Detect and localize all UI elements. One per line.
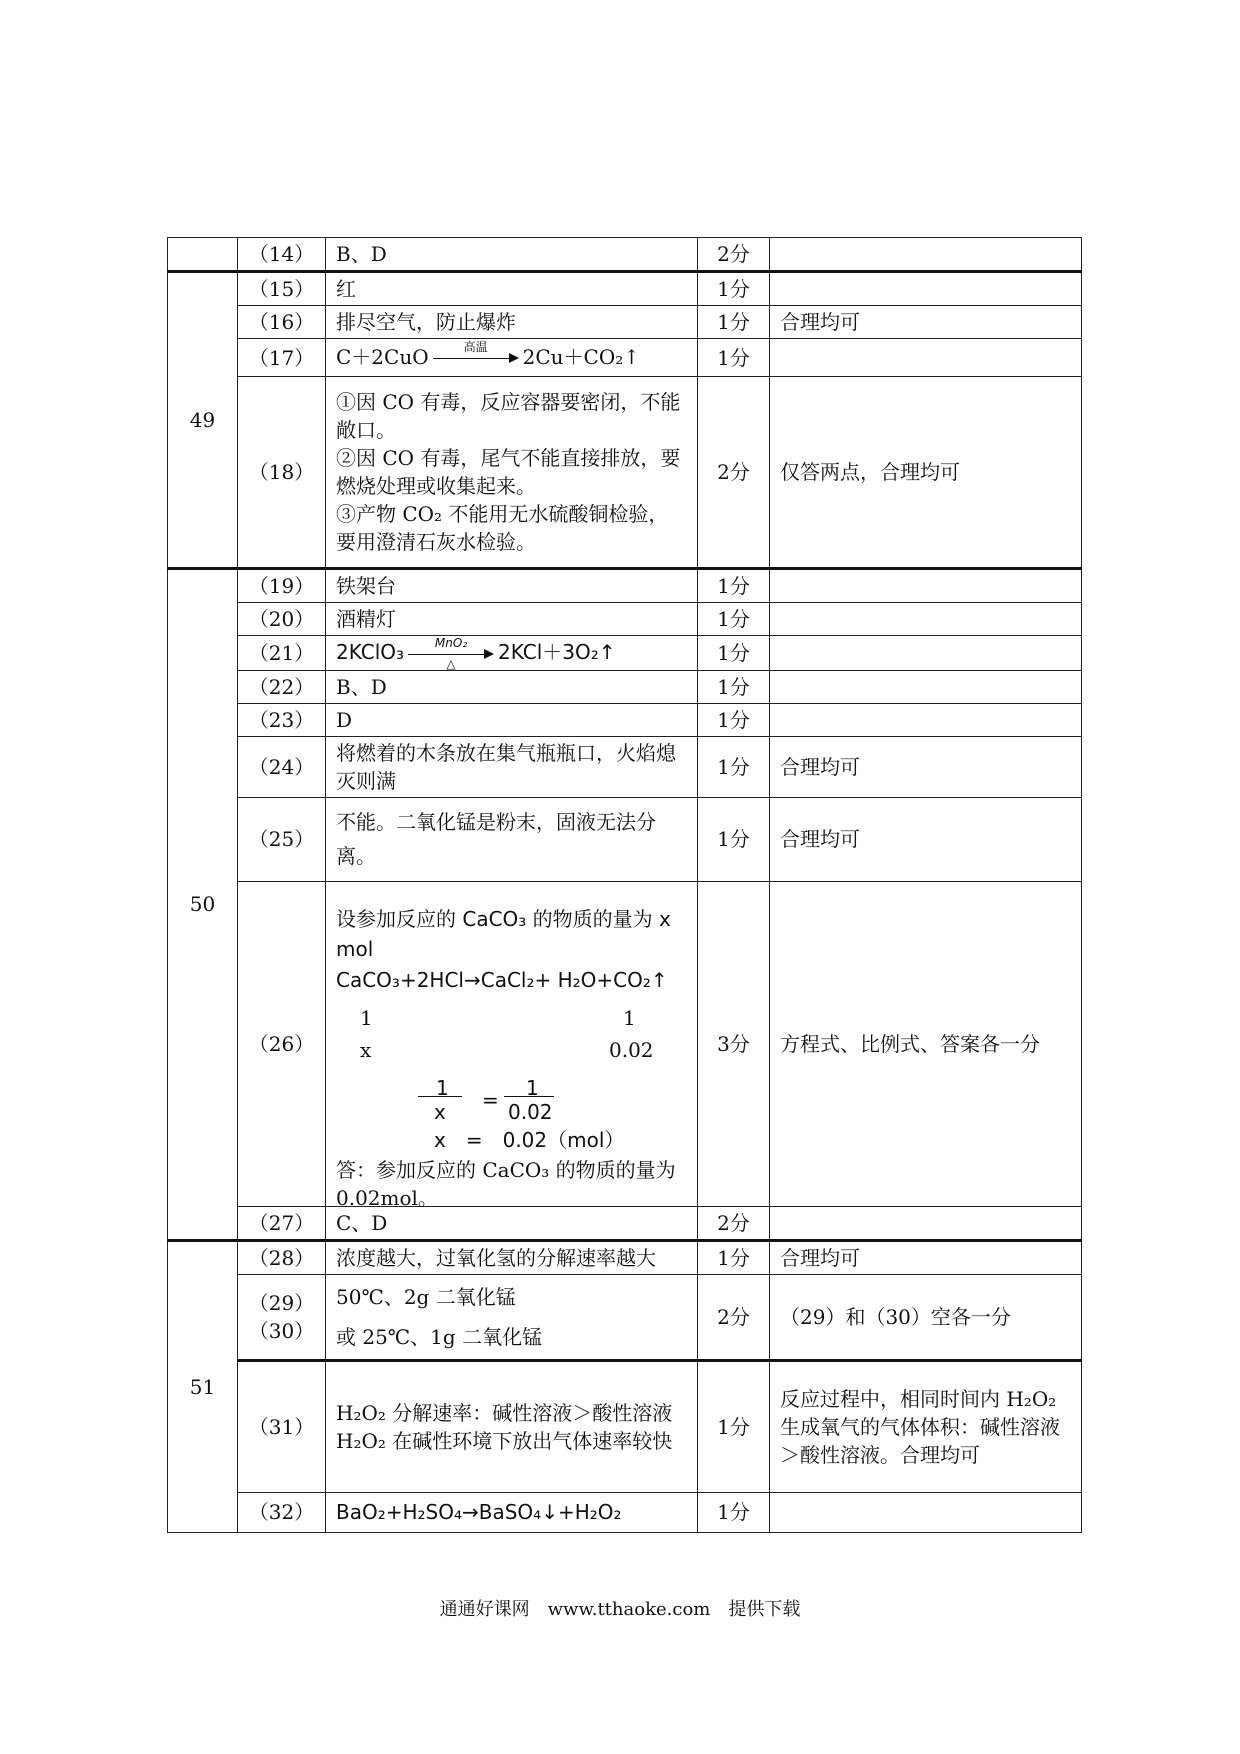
table-row [168,603,1082,636]
equation-reactants: 2KClO₃ [336,640,405,664]
table-row [168,1360,1082,1492]
table-row [168,238,1082,272]
answer-line: H₂O₂ 分解速率：碱性溶液＞酸性溶液 [336,1400,673,1425]
blank-number: （31） [238,1360,326,1492]
ratio-left-top: 1 [360,1005,373,1030]
answer-line: ③产物 CO₂ 不能用无水硫酸铜检验，要用澄清石灰水检验。 [336,502,669,554]
fraction-bar [504,1096,554,1097]
reaction-heat: △ [446,656,456,671]
note-cell [770,1206,1082,1240]
blank-number: （17） [238,339,326,377]
answer-cell [326,1360,698,1492]
equation-cell [326,339,698,377]
note-cell [770,569,1082,603]
score-cell: 1分 [698,1492,770,1532]
blank-number: （30） [248,1318,315,1343]
blank-number: （32） [238,1492,326,1532]
table-row [168,306,1082,339]
calculation [336,904,687,1210]
note-cell: 合理均可 [770,1240,1082,1274]
table-row [168,272,1082,306]
ratio-right-bottom: 0.02 [609,1037,654,1062]
answer-cell: BaO₂+H₂SO₄→BaSO₄↓+H₂O₂ [326,1492,698,1532]
blank-number: （26） [238,881,326,1206]
question-number: 50 [168,569,238,1241]
blank-number: （29） [248,1290,315,1315]
fraction-denominator: x [434,1099,446,1124]
fraction-equals: = [482,1087,499,1112]
blank-number-pair [238,1274,326,1360]
answer-cell: 红 [326,272,698,306]
score-cell: 2分 [698,1274,770,1360]
answer-cell [326,1274,698,1360]
answer-table [167,237,1082,1533]
note-cell: （29）和（30）空各一分 [770,1274,1082,1360]
blank-number: （28） [238,1240,326,1274]
note-cell [770,238,1082,272]
reaction-condition: 高温 [463,340,488,355]
calc-intro: 设参加反应的 CaCO₃ 的物质的量为 x mol [336,906,671,961]
table-row [168,736,1082,797]
score-cell: 1分 [698,736,770,797]
blank-number: （23） [238,703,326,736]
score-cell: 1分 [698,306,770,339]
equation-products: 2KCl＋3O₂↑ [498,640,616,664]
answer-cell: 不能。二氧化锰是粉末，固液无法分离。 [326,797,698,881]
score-cell: 1分 [698,569,770,603]
fraction-denominator: 0.02 [508,1099,553,1124]
calculation-cell [326,881,698,1210]
answer-line: ①因 CO 有毒，反应容器要密闭，不能敞口。 [336,390,681,442]
answer-cell: C、D [326,1206,698,1240]
note-cell: 方程式、比例式、答案各一分 [770,881,1082,1206]
note-cell [770,636,1082,671]
blank-number: （22） [238,670,326,703]
score-cell: 1分 [698,636,770,671]
answer-line: 50℃、2g 二氧化锰 [336,1284,516,1309]
reaction-catalyst: MnO₂ [434,635,468,650]
table-row [168,797,1082,881]
score-cell: 2分 [698,238,770,272]
table-row [168,1492,1082,1532]
equation-reactants: C＋2CuO [336,344,429,369]
table-row [168,339,1082,377]
table-row [168,569,1082,603]
score-cell: 2分 [698,377,770,569]
equation-cell [326,636,698,671]
question-number-cell [168,238,238,272]
score-cell: 3分 [698,881,770,1206]
table-row [168,636,1082,671]
score-cell: 2分 [698,1206,770,1240]
ratio-left-bottom: x [360,1037,372,1062]
note-cell: 合理均可 [770,736,1082,797]
score-cell: 1分 [698,670,770,703]
score-cell: 1分 [698,703,770,736]
answer-cell: 酒精灯 [326,603,698,636]
answer-cell: 将燃着的木条放在集气瓶瓶口，火焰熄灭则满 [326,736,698,797]
table-row [168,377,1082,569]
score-cell: 1分 [698,1360,770,1492]
answer-cell [326,377,698,569]
blank-number: （14） [238,238,326,272]
note-cell [770,339,1082,377]
note-cell: 反应过程中，相同时间内 H₂O₂ 生成氧气的气体体积：碱性溶液＞酸性溶液。合理均可 [770,1360,1082,1492]
footer-text: 通通好课网 www.tthaoke.com 提供下载 [439,1599,801,1620]
score-cell: 1分 [698,797,770,881]
note-cell: 仅答两点，合理均可 [770,377,1082,569]
answer-cell: D [326,703,698,736]
table-row [168,1274,1082,1360]
score-cell: 1分 [698,272,770,306]
note-cell [770,670,1082,703]
score-cell: 1分 [698,603,770,636]
blank-number: （16） [238,306,326,339]
note-cell [770,603,1082,636]
answer-cell: B、D [326,238,698,272]
fraction-numerator: 1 [436,1075,449,1100]
note-cell [770,703,1082,736]
blank-number: （24） [238,736,326,797]
blank-number: （21） [238,636,326,671]
table-row [168,881,1082,1206]
answer-cell: 浓度越大，过氧化氢的分解速率越大 [326,1240,698,1274]
calc-equation: CaCO₃+2HCl→CaCl₂+ H₂O+CO₂↑ [336,967,668,992]
answer-cell: 排尽空气，防止爆炸 [326,306,698,339]
equation-products: 2Cu＋CO₂↑ [522,344,640,369]
answer-cell: B、D [326,670,698,703]
score-cell: 1分 [698,1240,770,1274]
question-number: 49 [168,272,238,569]
score-cell: 1分 [698,339,770,377]
blank-number: （27） [238,1206,326,1240]
question-number: 51 [168,1240,238,1532]
answer-line: 或 25℃、1g 二氧化锰 [336,1324,543,1349]
note-cell: 合理均可 [770,306,1082,339]
blank-number: （25） [238,797,326,881]
ratio-right-top: 1 [623,1005,636,1030]
note-cell: 合理均可 [770,797,1082,881]
reaction-arrow-icon [433,340,519,372]
table-row [168,1240,1082,1274]
blank-number: （20） [238,603,326,636]
fraction-bar [418,1096,462,1097]
reaction-arrow-icon [408,635,494,671]
note-cell [770,1492,1082,1532]
note-cell [770,272,1082,306]
answer-line: ②因 CO 有毒，尾气不能直接排放，要燃烧处理或收集起来。 [336,446,681,498]
fraction-numerator: 1 [526,1075,539,1100]
blank-number: （19） [238,569,326,603]
answer-cell: 铁架台 [326,569,698,603]
blank-number: （15） [238,272,326,306]
answer-line: H₂O₂ 在碱性环境下放出气体速率较快 [336,1428,673,1453]
calc-conclusion: 答：参加反应的 CaCO₃ 的物质的量为 0.02mol。 [336,1157,676,1210]
table-row [168,670,1082,703]
table-row [168,703,1082,736]
calc-solution: x = 0.02（mol） [434,1127,625,1152]
blank-number: （18） [238,377,326,569]
